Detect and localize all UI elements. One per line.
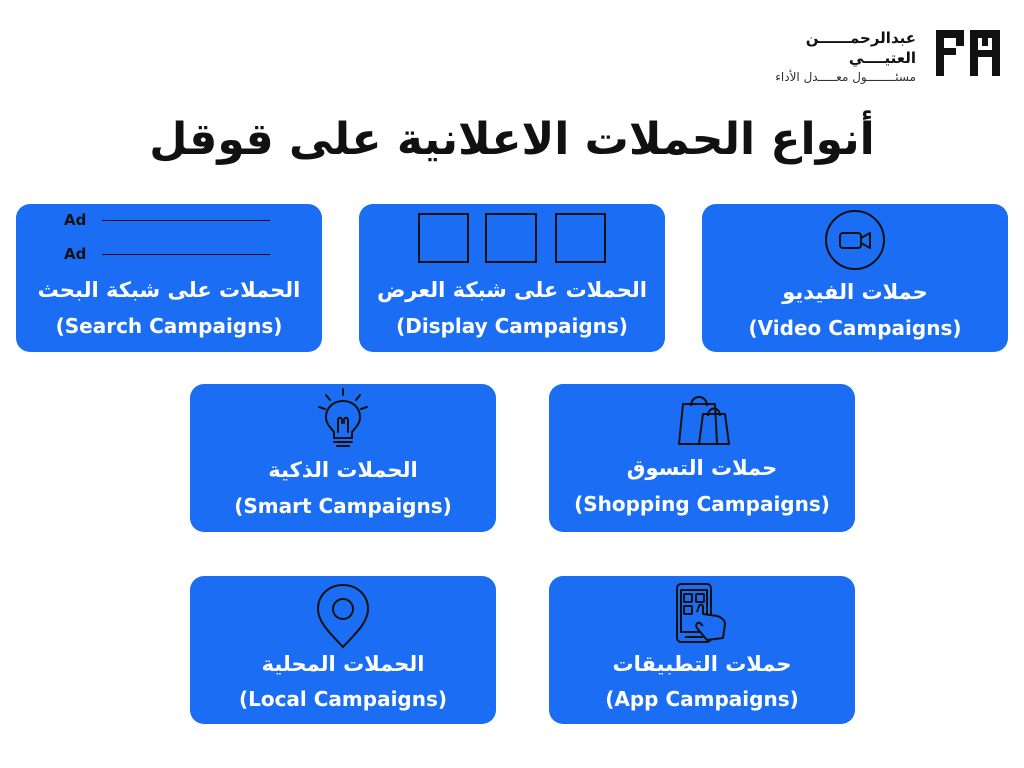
card-local-campaigns [190,576,496,724]
brand-logo [738,28,1002,84]
ad-label: Ad [64,211,87,229]
card-app-campaigns [549,576,855,724]
logo-mark-icon [936,28,1002,78]
card-title-ar: الحملات على شبكة العرض [377,278,647,302]
phone-app-icon [673,582,737,646]
card-smart-campaigns [190,384,496,532]
card-title-en: (Shopping Campaigns) [574,492,830,516]
video-camera-icon [823,208,887,272]
logo-name: عبدالرحمــــــن العتيــــي [805,29,916,67]
shopping-bags-icon [675,390,731,448]
ad-line [102,220,270,221]
card-display-campaigns [359,204,665,352]
ad-label: Ad [64,245,87,263]
card-title-ar: حملات الفيديو [782,280,928,304]
card-title-ar: حملات التسوق [626,456,778,480]
card-title-en: (Display Campaigns) [396,314,628,338]
card-title-ar: الحملات على شبكة البحث [37,278,301,302]
card-search-campaigns [16,204,322,352]
card-title-en: (App Campaigns) [605,687,799,711]
lightbulb-icon [312,387,374,451]
location-pin-icon [314,581,372,649]
display-banners-icon [417,212,609,266]
card-title-en: (Video Campaigns) [748,316,962,340]
logo-subtitle: مسئــــــــول معـــــدل الأداء [775,70,916,84]
card-title-en: (Search Campaigns) [55,314,283,338]
card-title-ar: الحملات المحلية [261,652,425,676]
card-title-ar: حملات التطبيقات [612,652,792,676]
card-title-en: (Smart Campaigns) [234,494,452,518]
page-title: أنواع الحملات الاعلانية على قوقل [149,114,875,165]
card-shopping-campaigns [549,384,855,532]
card-video-campaigns [702,204,1008,352]
logo-text [736,28,916,86]
card-title-en: (Local Campaigns) [238,687,448,711]
ad-line [102,254,270,255]
card-title-ar: الحملات الذكية [268,458,418,482]
